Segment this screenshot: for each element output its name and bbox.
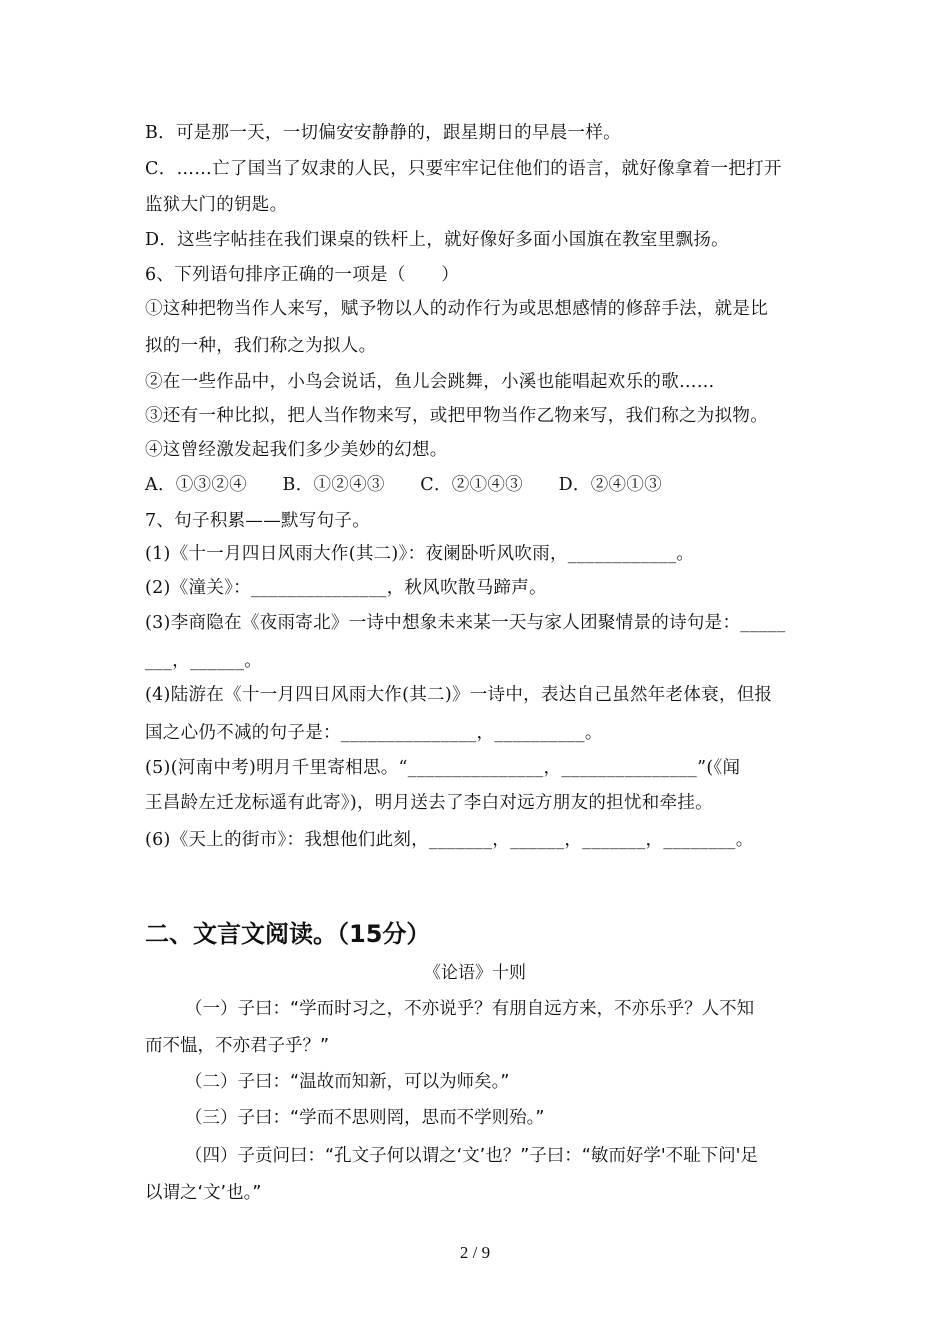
classical-4-line2: 以谓之‘文’也。” xyxy=(145,1183,262,1203)
q7-item-2: (2)《潼关》：_______________，秋风吹散马蹄声。 xyxy=(145,578,547,598)
classical-1-line1: （一）子曰：“学而时习之，不亦说乎？有朋自远方来，不亦乐乎？人不知 xyxy=(185,999,755,1019)
sentence-1-line2: 拟的一种，我们称之为拟人。 xyxy=(145,336,377,356)
q6-options: A．①③②④ B．①②④③ C．②①④③ D．②④①③ xyxy=(145,475,662,495)
question-7: 7、句子积累——默写句子。 xyxy=(145,511,371,531)
classical-2: （二）子曰：“温故而知新，可以为师矣。” xyxy=(185,1072,510,1092)
option-b: B．可是那一天，一切偏安安静静的，跟星期日的早晨一样。 xyxy=(145,123,621,143)
option-d: D．这些字帖挂在我们课桌的铁杆上，就好像好多面小国旗在教室里飘扬。 xyxy=(145,230,729,250)
q7-item-4-line1: (4)陆游在《十一月四日风雨大作(其二)》一诗中，表达自己虽然年老体衰，但报 xyxy=(145,685,773,705)
sentence-4: ④这曾经激发起我们多少美妙的幻想。 xyxy=(145,440,448,460)
q7-item-6: (6)《天上的街市》：我想他们此刻，_______，______，_______，________。 xyxy=(145,830,754,850)
sentence-2: ②在一些作品中，小鸟会说话，鱼儿会跳舞，小溪也能唱起欢乐的歌…… xyxy=(145,372,715,392)
page-number: 2 / 9 xyxy=(459,1243,491,1262)
classical-4-line1: （四）子贡问曰：“孔文子何以谓之‘文’也？”子曰：“敏而好学'不耻下问'足 xyxy=(185,1146,758,1166)
question-6: 6、下列语句排序正确的一项是（ ） xyxy=(145,265,460,285)
sentence-1-line1: ①这种把物当作人来写，赋予物以人的动作行为或思想感情的修辞手法，就是比 xyxy=(145,299,768,319)
classical-1-line2: 而不愠，不亦君子乎？” xyxy=(145,1036,330,1056)
option-c-line2: 监狱大门的钥匙。 xyxy=(145,195,288,215)
q7-item-3-line2: ___，______。 xyxy=(145,651,263,671)
q7-item-5-line2: 王昌龄左迁龙标遥有此寄》)，明月送去了李白对远方朋友的担忧和牵挂。 xyxy=(145,793,713,813)
option-c-line1: C．……亡了国当了奴隶的人民，只要牢牢记住他们的语言，就好像拿着一把打开 xyxy=(145,159,782,179)
passage-title: 《论语》十则 xyxy=(424,963,526,983)
q7-item-1: (1)《十一月四日风雨大作(其二)》：夜阑卧听风吹雨，____________。 xyxy=(145,544,695,564)
section-title: 二、文言文阅读。（15分） xyxy=(145,920,431,948)
q7-item-5-line1: (5)(河南中考)明月千里寄相思。“_______________，_______________”(《闻 xyxy=(145,758,741,778)
classical-3: （三）子曰：“学而不思则罔，思而不学则殆。” xyxy=(185,1108,545,1128)
q7-item-3-line1: (3)李商隐在《夜雨寄北》一诗中想象未来某一天与家人团聚情景的诗句是：_____ xyxy=(145,613,786,633)
sentence-3: ③还有一种比拟，把人当作物来写，或把甲物当作乙物来写，我们称之为拟物。 xyxy=(145,406,768,426)
q7-item-4-line2: 国之心仍不减的句子是：_______________，__________。 xyxy=(145,723,603,743)
